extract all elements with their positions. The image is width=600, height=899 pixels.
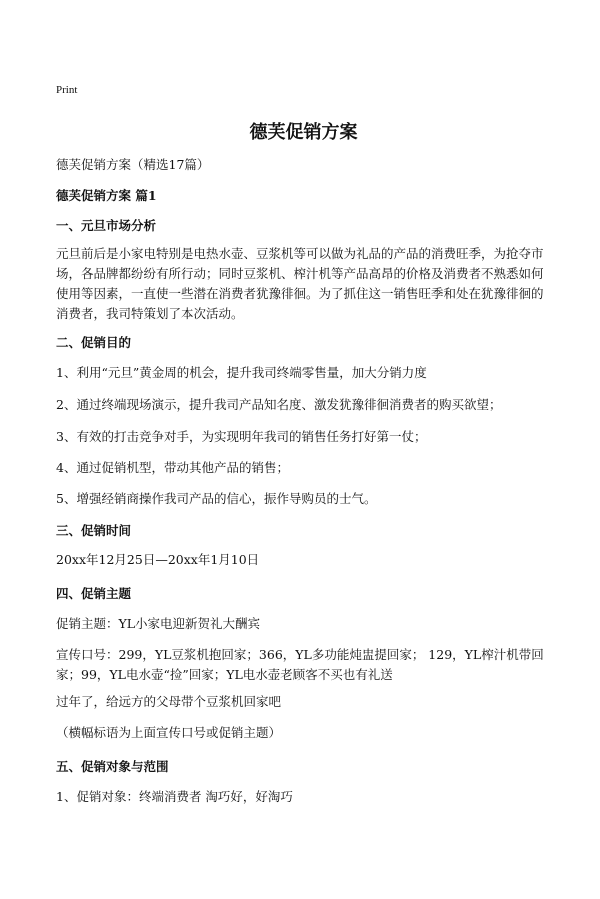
list-item-purpose-3: 3、有效的打击竞争对手，为实现明年我司的销售任务打好第一仗；	[56, 429, 427, 444]
paragraph-promotion-time: 20xx年12月25日—20xx年1月10日	[56, 552, 260, 567]
list-item-purpose-2: 2、通过终端现场演示，提升我司产品知名度、激发犹豫徘徊消费者的购买欲望；	[56, 397, 502, 412]
section-heading-promotion-time: 三、促销时间	[56, 523, 132, 538]
list-item-purpose-1: 1、利用“元旦”黄金周的机会，提升我司终端零售量，加大分销力度	[56, 365, 427, 380]
paragraph-promotion-theme: 促销主题：YL小家电迎新贺礼大酬宾	[56, 616, 261, 631]
list-item-target-1: 1、促销对象：终端消费者 淘巧好，好淘巧	[56, 789, 293, 804]
document-title: 德芙促销方案	[249, 122, 358, 143]
document-subtitle: 德芙促销方案（精选17篇）	[56, 157, 210, 172]
paragraph-promotion-slogan: 宣传口号：299，YL豆浆机抱回家；366，YL多功能炖盅提回家； 129，YL榨汁机带回家；99，YL电水壶“捡”回家；YL电水壶老顾客不买也有礼送	[56, 647, 544, 682]
paragraph-market-analysis: 元旦前后是小家电特别是电热水壶、豆浆机等可以做为礼品的产品的消费旺季，为抢夺市场，各品牌都纷纷有所行动；同时豆浆机、榨汁机等产品高昂的价格及消费者不熟悉如何使用等因素，一直使一些潜在消费者犹豫徘徊。为了抓住这一销售旺季和处在犹豫徘徊的消费者，我司特策划了本次活动。	[56, 246, 544, 321]
paragraph-banner-note: （横幅标语为上面宣传口号或促销主题）	[56, 725, 282, 740]
section-heading-target-scope: 五、促销对象与范围	[56, 759, 169, 774]
section-heading-promotion-purpose: 二、促销目的	[56, 335, 132, 350]
section-heading-market-analysis: 一、元旦市场分析	[56, 218, 157, 233]
article-title: 德芙促销方案 篇1	[56, 188, 157, 203]
section-heading-promotion-theme: 四、促销主题	[56, 586, 132, 601]
list-item-purpose-5: 5、增强经销商操作我司产品的信心，振作导购员的士气。	[56, 491, 377, 506]
list-item-purpose-4: 4、通过促销机型，带动其他产品的销售；	[56, 460, 289, 475]
paragraph-promotion-extra: 过年了，给远方的父母带个豆浆机回家吧	[56, 694, 282, 709]
print-label[interactable]: Print	[56, 84, 78, 96]
